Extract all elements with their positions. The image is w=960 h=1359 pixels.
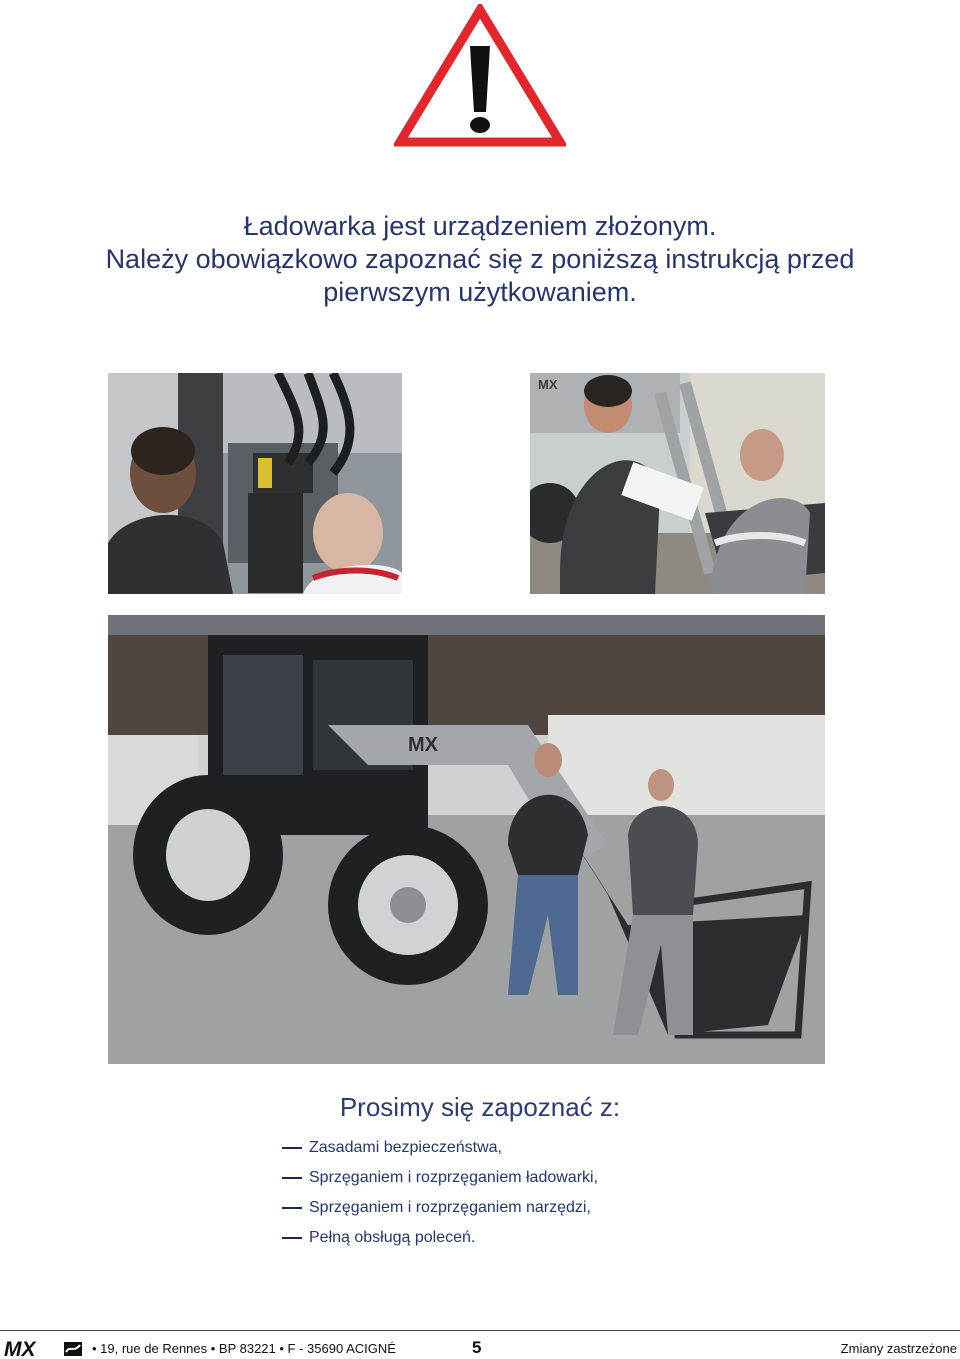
logo-text: MX xyxy=(4,1339,36,1359)
dash-icon xyxy=(282,1177,302,1179)
footer-address: • 19, rue de Rennes • BP 83221 • F - 35690 ACIGNÉ xyxy=(92,1341,396,1356)
section-heading: Prosimy się zapoznać z: xyxy=(339,1092,621,1122)
dash-icon xyxy=(282,1147,302,1149)
list-item-text: Zasadami bezpieczeństwa, xyxy=(309,1139,502,1156)
list-item-text: Pełną obsługą poleceń. xyxy=(309,1229,476,1246)
footer-rights: Zmiany zastrzeżone xyxy=(840,1341,957,1356)
list-item xyxy=(282,1138,598,1168)
loader-brand-text: MX xyxy=(408,734,438,756)
hydraulic-connection-photo xyxy=(108,373,402,594)
mx-logo-icon xyxy=(4,1339,86,1359)
list-item xyxy=(282,1228,598,1258)
tractor-with-loader-photo xyxy=(108,615,825,1064)
footer-rule xyxy=(0,1330,960,1331)
intro-line-1: Ładowarka jest urządzeniem złożonym. xyxy=(243,211,717,241)
topics-list xyxy=(282,1138,598,1258)
warning-icon xyxy=(394,4,566,148)
page-number: 5 xyxy=(472,1338,482,1357)
intro-line-3: pierwszym użytkowaniem. xyxy=(323,277,637,307)
loader-brand-text: MX xyxy=(538,377,558,392)
dash-icon xyxy=(282,1237,302,1239)
list-item xyxy=(282,1168,598,1198)
list-item xyxy=(282,1198,598,1228)
list-item-text: Sprzęganiem i rozprzęganiem ładowarki, xyxy=(309,1169,599,1186)
intro-notice xyxy=(40,210,920,309)
intro-line-2: Należy obowiązkowo zapoznać się z poniższą instrukcją przed xyxy=(105,244,855,274)
dash-icon xyxy=(282,1207,302,1209)
reading-instructions-photo xyxy=(530,373,825,594)
list-item-text: Sprzęganiem i rozprzęganiem narzędzi, xyxy=(309,1199,591,1216)
